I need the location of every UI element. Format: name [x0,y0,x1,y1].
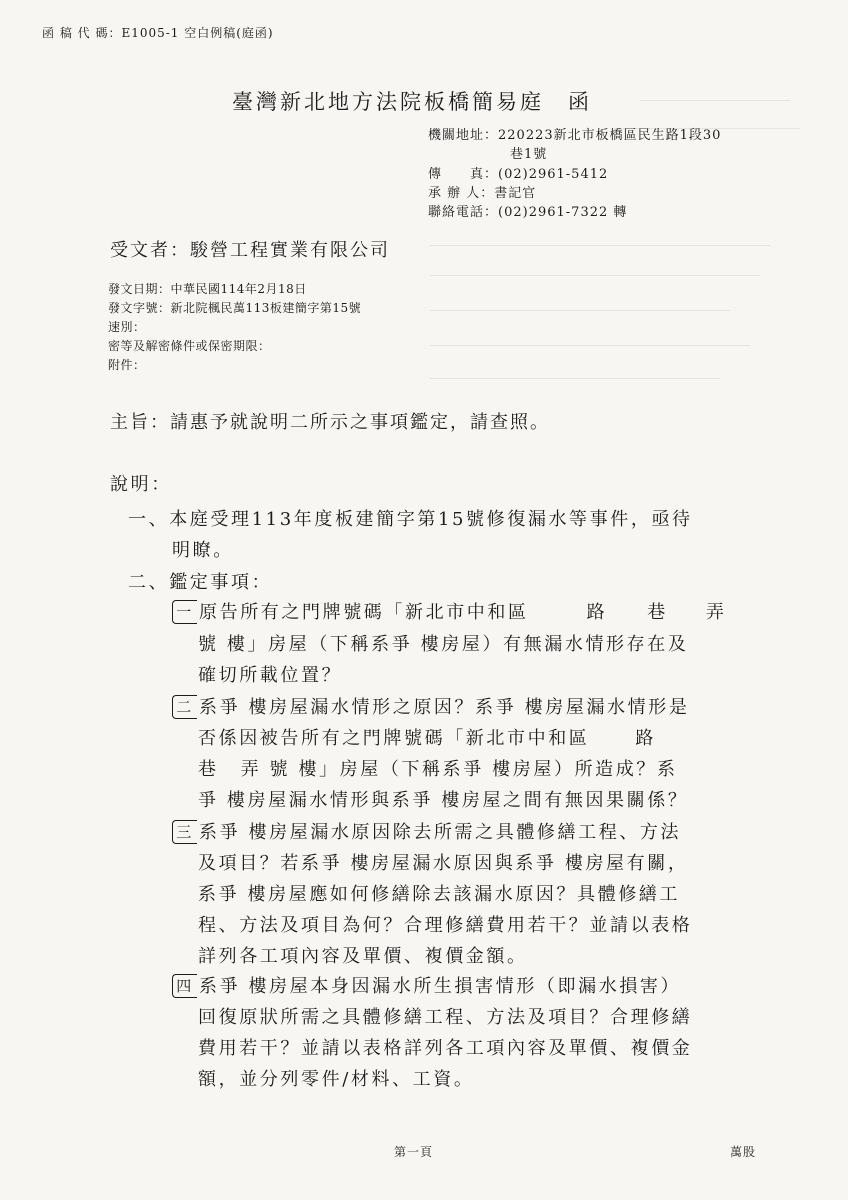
item1-line2: 明瞭。 [172,540,234,561]
sub3-text-1: 系爭 樓房屋漏水原因除去所需之具體修繕工程、方法 [199,822,682,843]
sub1-text-a: 原告所有之門牌號碼「新北市中和區 [199,602,529,623]
bleed-mark [430,345,750,346]
agency-fax-row [428,163,608,182]
sub2-line2 [198,724,656,750]
sub2-line3 [198,755,678,781]
fax-label: 傳 真： [428,167,499,182]
dispatch-number: 發文字號：新北院楓民萬113板建簡字第15號 [108,301,362,315]
sub3-line1 [172,818,681,844]
address-label: 機關地址： [428,128,499,143]
handler-value: 書記官 [494,186,537,201]
sub4-line1 [172,972,681,998]
sub1-marker: 一 [172,600,197,624]
sub1-text-b: 路 [586,602,608,623]
item1-line1: 一、本庭受理113年度板建簡字第15號修復漏水等事件，亟待 [128,509,693,530]
dispatch-speed: 速別： [108,320,146,334]
sub2-line1 [172,693,689,719]
sub1-line3: 確切所載位置？ [198,665,343,686]
form-code: 函 稿 代 碼：E1005-1 空白例稿(庭函) [42,26,274,40]
bleed-mark [430,275,760,276]
sub4-line3: 費用若干？並請以表格詳列各工項內容及單價、複價金 [198,1038,693,1059]
addressee: 受文者：駿營工程實業有限公司 [110,240,390,261]
sub3-line3: 系爭 樓房屋應如何修繕除去該漏水原因？具體修繕工 [198,884,681,905]
bleed-mark [430,245,770,246]
sub4-marker: 四 [172,974,197,998]
dispatch-date: 發文日期：中華民國114年2月18日 [108,282,307,296]
unit-label: 萬股 [730,1145,757,1159]
dispatch-secrecy: 密等及解密條件或保密期限： [108,339,271,353]
explanation-heading: 說明： [110,474,172,495]
sub4-line4: 額，並分列零件/材料、工資。 [198,1069,475,1090]
bleed-mark [640,100,790,101]
sub2-text-3a: 巷 [198,759,219,780]
handler-label: 承 辦 人： [428,186,495,201]
agency-address-row [428,124,721,143]
sub2-text-3b: 弄 號 樓」房屋（下稱系爭 樓房屋）所造成？系 [240,759,678,780]
phone-value: (02)2961-7322 轉 [498,205,628,220]
sub2-marker: 二 [172,695,197,719]
sub3-line2: 及項目？若系爭 樓房屋漏水原因與系爭 樓房屋有關， [198,853,689,874]
sub2-text-2a: 否係因被告所有之門牌號碼「新北市中和區 [198,728,590,749]
bleed-mark [430,310,730,311]
document-title: 臺灣新北地方法院板橋簡易庭 函 [232,90,592,114]
agency-handler-row [428,182,536,201]
address-line1: 220223新北市板橋區民生路1段30 [498,128,722,143]
bleed-mark [430,378,720,379]
sub1-line1 [172,598,726,624]
dispatch-attachments: 附件： [108,358,146,372]
agency-phone-row [428,201,627,220]
sub1-text-d: 弄 [705,602,727,623]
item2-heading: 二、鑑定事項： [128,572,273,593]
sub3-line4: 程、方法及項目為何？合理修繕費用若干？並請以表格 [198,915,693,936]
sub3-line5: 詳列各工項內容及單價、複價金額。 [198,946,528,967]
phone-label: 聯絡電話： [428,205,499,220]
sub4-text-1: 系爭 樓房屋本身因漏水所生損害情形（即漏水損害） [199,976,682,997]
sub3-marker: 三 [172,820,197,844]
sub1-line2: 號 樓」房屋（下稱系爭 樓房屋）有無漏水情形存在及 [198,634,689,655]
sub2-text-2b: 路 [635,728,657,749]
fax-value: (02)2961-5412 [498,167,609,182]
sub4-line2: 回復原狀所需之具體修繕工程、方法及項目？合理修繕 [198,1007,693,1028]
address-line2: 巷1號 [510,147,548,162]
subject: 主旨：請惠予就說明二所示之事項鑑定，請查照。 [110,412,550,433]
sub1-text-c: 巷 [647,602,668,623]
page-number: 第一頁 [394,1145,434,1159]
sub2-text-1: 系爭 樓房屋漏水情形之原因？系爭 樓房屋漏水情形是 [199,697,690,718]
sub2-line4: 爭 樓房屋漏水情形與系爭 樓房屋之間有無因果關係？ [198,790,689,811]
